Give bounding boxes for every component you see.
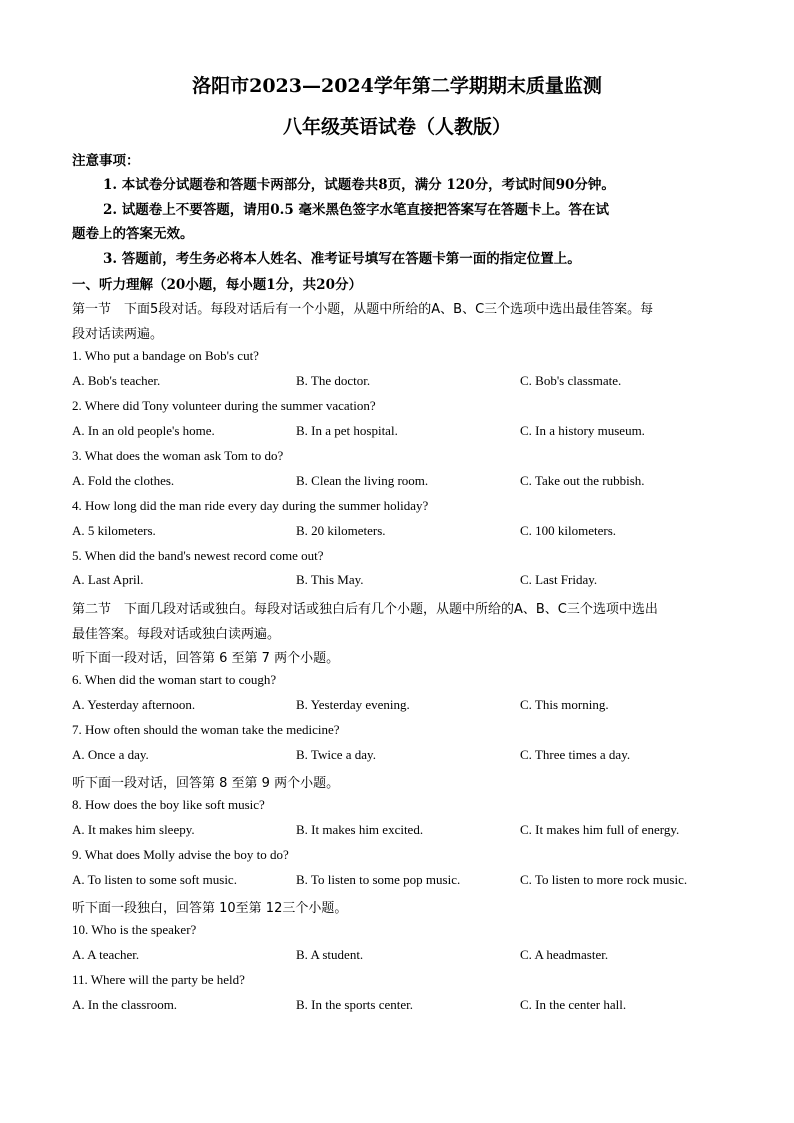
option-7b: B. Twice a day. xyxy=(296,747,376,762)
option-6c: C. This morning. xyxy=(520,697,609,712)
option-3a: A. Fold the clothes. xyxy=(72,473,175,488)
notice-item-2-cont: 题卷上的答案无效。 xyxy=(72,226,194,242)
part2-instructions: 第二节 下面几段对话或独白。每段对话或独白后有几个小题，从题中所给的A、B、C三个选项中选出 xyxy=(72,602,658,617)
notice-item-1: 1. 本试卷分试题卷和答题卡两部分，试题卷共8页，满分 120分，考试时间90分钟。 xyxy=(103,177,615,193)
option-1a: A. Bob's teacher. xyxy=(72,373,161,388)
question-9: 9. What does Molly advise the boy to do? xyxy=(72,847,289,862)
part2-instructions-cont: 最佳答案。每段对话或独白读两遍。 xyxy=(72,627,281,642)
option-3c: C. Take out the rubbish. xyxy=(520,473,645,488)
question-8: 8. How does the boy like soft music? xyxy=(72,797,265,812)
option-10c: C. A headmaster. xyxy=(520,947,609,962)
option-8c: C. It makes him full of energy. xyxy=(520,822,680,837)
notice-item-3: 3. 答题前，考生务必将本人姓名、准考证号填写在答题卡第一面的指定位置上。 xyxy=(103,251,581,267)
option-8b: B. It makes him excited. xyxy=(296,822,424,837)
intro-questions-6-7: 听下面一段对话，回答第 6 至第 7 两个小题。 xyxy=(72,651,340,666)
part1-instructions-cont: 段对话读两遍。 xyxy=(72,327,164,342)
exam-title: 洛阳市2023—2024学年第二学期期末质量监测 xyxy=(192,75,602,97)
part1-instructions: 第一节 下面5段对话。每段对话后有一个小题，从题中所给的A、B、C三个选项中选出最佳答案。每 xyxy=(72,302,654,317)
option-10a: A. A teacher. xyxy=(72,947,140,962)
option-2a: A. In an old people's home. xyxy=(72,423,215,438)
option-11a: A. In the classroom. xyxy=(72,997,178,1012)
intro-questions-10-12: 听下面一段独白，回答第 10至第 12三个小题。 xyxy=(72,901,348,916)
question-5: 5. When did the band's newest record come out? xyxy=(72,548,324,563)
question-7: 7. How often should the woman take the medicine? xyxy=(72,722,340,737)
option-4a: A. 5 kilometers. xyxy=(72,523,156,538)
question-10: 10. Who is the speaker? xyxy=(72,922,197,937)
option-6a: A. Yesterday afternoon. xyxy=(72,697,196,712)
notice-item-2: 2. 试题卷上不要答题，请用0.5 毫米黑色签字水笔直接把答案写在答题卡上。答在试 xyxy=(103,202,609,218)
question-6: 6. When did the woman start to cough? xyxy=(72,672,277,687)
question-3: 3. What does the woman ask Tom to do? xyxy=(72,448,284,463)
option-1b: B. The doctor. xyxy=(296,373,371,388)
option-5c: C. Last Friday. xyxy=(520,572,598,587)
notice-heading: 注意事项： xyxy=(72,153,140,169)
option-4c: C. 100 kilometers. xyxy=(520,523,617,538)
option-11b: B. In the sports center. xyxy=(296,997,413,1012)
exam-subtitle: 八年级英语试卷（人教版） xyxy=(282,116,511,138)
option-11c: C. In the center hall. xyxy=(520,997,627,1012)
question-11: 11. Where will the party be held? xyxy=(72,972,245,987)
option-1c: C. Bob's classmate. xyxy=(520,373,622,388)
option-8a: A. It makes him sleepy. xyxy=(72,822,195,837)
question-1: 1. Who put a bandage on Bob's cut? xyxy=(72,348,259,363)
option-3b: B. Clean the living room. xyxy=(296,473,429,488)
option-5a: A. Last April. xyxy=(72,572,144,587)
option-9a: A. To listen to some soft music. xyxy=(72,872,237,887)
question-2: 2. Where did Tony volunteer during the summer vacation? xyxy=(72,398,376,413)
question-4: 4. How long did the man ride every day during the summer holiday? xyxy=(72,498,429,513)
option-6b: B. Yesterday evening. xyxy=(296,697,410,712)
option-7c: C. Three times a day. xyxy=(520,747,631,762)
option-9c: C. To listen to more rock music. xyxy=(520,872,688,887)
option-2c: C. In a history museum. xyxy=(520,423,645,438)
section-heading-listening: 一、听力理解（20小题，每小题1分，共20分） xyxy=(72,277,362,293)
option-9b: B. To listen to some pop music. xyxy=(296,872,461,887)
intro-questions-8-9: 听下面一段对话，回答第 8 至第 9 两个小题。 xyxy=(72,776,340,791)
option-5b: B. This May. xyxy=(296,572,364,587)
option-10b: B. A student. xyxy=(296,947,364,962)
option-4b: B. 20 kilometers. xyxy=(296,523,386,538)
option-7a: A. Once a day. xyxy=(72,747,149,762)
option-2b: B. In a pet hospital. xyxy=(296,423,398,438)
